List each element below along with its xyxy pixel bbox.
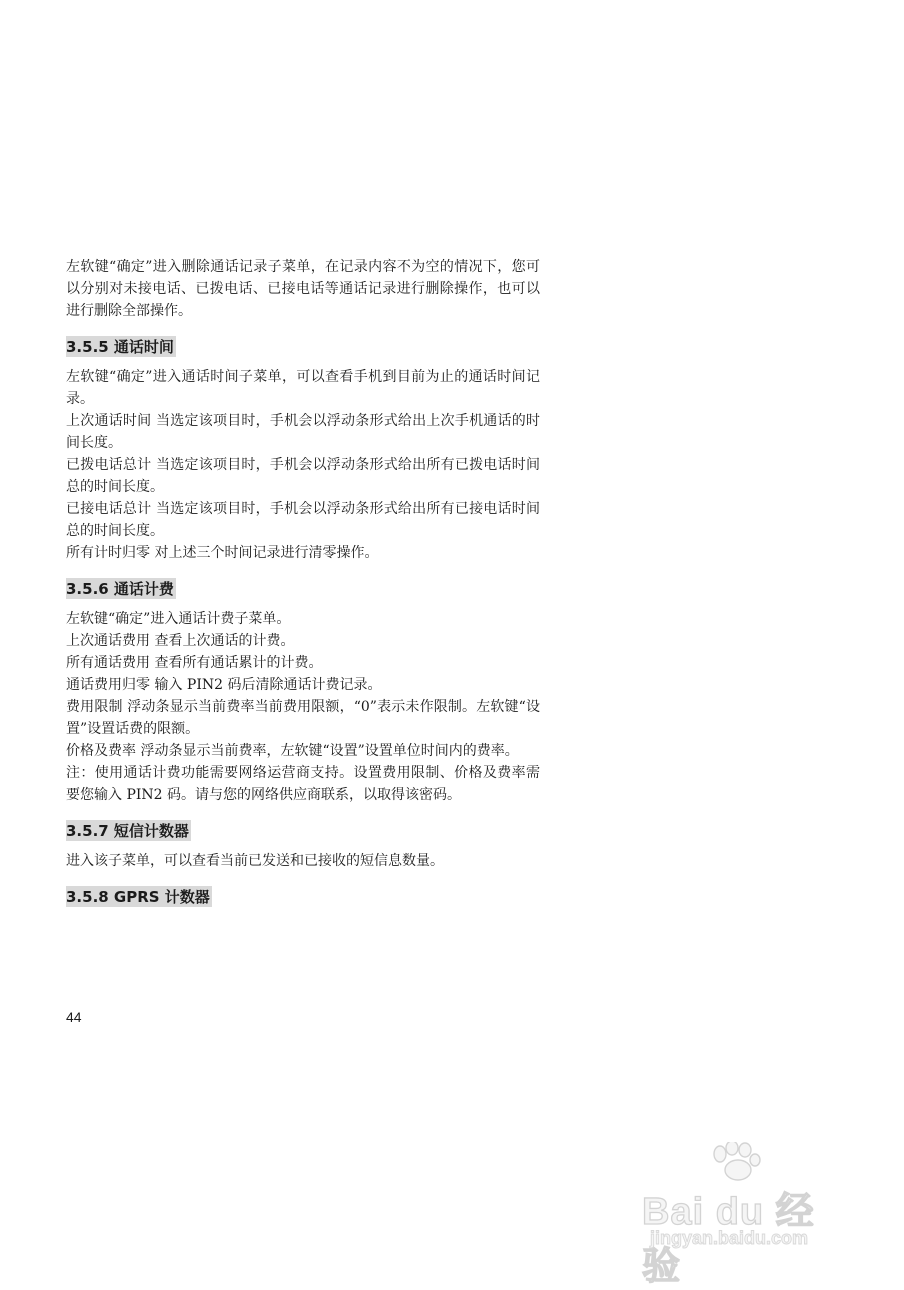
section-3-5-8	[66, 886, 540, 907]
watermark-url: jingyan.baidu.com	[650, 1228, 809, 1248]
baidu-jingyan-watermark	[642, 1142, 852, 1288]
paragraph: 左软键“确定”进入通话时间子菜单，可以查看手机到目前为止的通话时间记录。	[66, 369, 540, 407]
paragraph: 价格及费率 浮动条显示当前费率，左软键“设置”设置单位时间内的费率。	[66, 743, 519, 759]
paw-logo-icon	[708, 1142, 764, 1182]
paragraph: 所有通话费用 查看所有通话累计的计费。	[66, 655, 323, 671]
section-3-5-6	[66, 578, 540, 806]
paragraph: 所有计时归零 对上述三个时间记录进行清零操作。	[66, 545, 379, 561]
section-heading: 3.5.8 GPRS 计数器	[66, 888, 210, 906]
paragraph: 上次通话费用 查看上次通话的计费。	[66, 633, 295, 649]
section-heading: 3.5.5 通话时间	[66, 338, 174, 356]
paragraph: 通话费用归零 输入 PIN2 码后清除通话计费记录。	[66, 677, 382, 693]
note-paragraph: 注：使用通话计费功能需要网络运营商支持。设置费用限制、价格及费率需要您输入 PIN2 码。请与您的网络供应商联系，以取得该密码。	[66, 765, 540, 803]
paragraph: 费用限制 浮动条显示当前费率当前费用限额，“0”表示未作限制。左软键“设置”设置话费的限额。	[66, 699, 540, 737]
page-number: 44	[66, 1009, 82, 1025]
section-3-5-5	[66, 336, 540, 564]
paragraph: 左软键“确定”进入通话计费子菜单。	[66, 611, 291, 627]
intro-paragraph	[66, 256, 540, 322]
section-heading: 3.5.7 短信计数器	[66, 822, 189, 840]
watermark-brand: Bai du 经验	[642, 1191, 815, 1288]
paragraph: 左软键“确定”进入删除通话记录子菜单，在记录内容不为空的情况下，您可以分别对未接电话、已拨电话、已接电话等通话记录进行删除操作，也可以进行删除全部操作。	[66, 259, 540, 319]
paragraph: 已拨电话总计 当选定该项目时，手机会以浮动条形式给出所有已拨电话时间总的时间长度。	[66, 457, 540, 495]
document-body	[66, 256, 540, 916]
paragraph: 已接电话总计 当选定该项目时，手机会以浮动条形式给出所有已接电话时间总的时间长度。	[66, 501, 540, 539]
section-3-5-7	[66, 820, 540, 872]
paragraph: 上次通话时间 当选定该项目时，手机会以浮动条形式给出上次手机通话的时间长度。	[66, 413, 540, 451]
section-heading: 3.5.6 通话计费	[66, 580, 174, 598]
paragraph: 进入该子菜单，可以查看当前已发送和已接收的短信息数量。	[66, 853, 444, 869]
